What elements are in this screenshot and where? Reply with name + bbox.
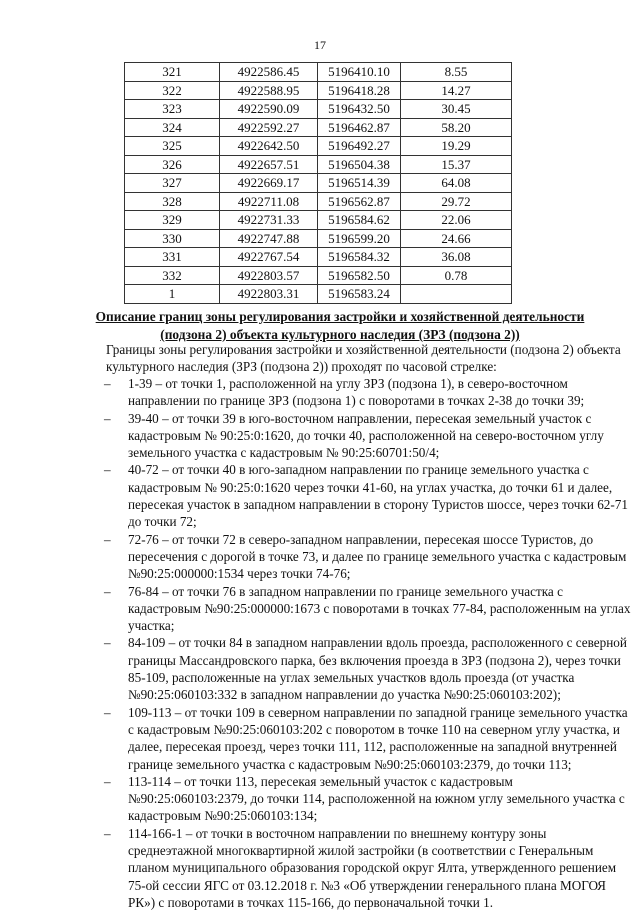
point-number-cell: 322 (125, 81, 220, 100)
x-coordinate-cell: 4922711.08 (220, 192, 318, 211)
table-row (125, 174, 512, 193)
distance-cell: 64.08 (401, 174, 512, 193)
y-coordinate-cell: 5196462.87 (318, 118, 401, 137)
boundary-list (104, 375, 630, 911)
section-heading (90, 308, 590, 344)
point-number-cell: 331 (125, 248, 220, 267)
dash-bullet: – (104, 773, 111, 789)
x-coordinate-cell: 4922747.88 (220, 229, 318, 248)
list-item-line: 39-40 – от точки 39 в юго-восточном направлении, пересекая земельный участок с (128, 410, 592, 426)
y-coordinate-cell: 5196504.38 (318, 155, 401, 174)
list-item-line: до точки 72; (128, 514, 197, 530)
list-item-line: 75-ой сессии ЯГС от 03.12.2018 г. №3 «Об утверждении генерального плана МОГОЯ (128, 877, 606, 893)
dash-bullet: – (104, 410, 111, 426)
y-coordinate-cell: 5196599.20 (318, 229, 401, 248)
list-item-line: кадастровым № 90:25:0:1620 через точки 41-60, на углах участка, до точки 61 и далее, (128, 479, 613, 495)
distance-cell: 19.29 (401, 137, 512, 156)
y-coordinate-cell: 5196583.24 (318, 285, 401, 304)
coordinates-table (124, 62, 512, 304)
x-coordinate-cell: 4922731.33 (220, 211, 318, 230)
list-item-line: 114-166-1 – от точки в восточном направлении по внешнему контуру зоны (128, 825, 547, 841)
table-row (125, 100, 512, 119)
table-row (125, 266, 512, 285)
heading-line: (подзона 2) объекта культурного наследия (ЗРЗ (подзона 2)) (160, 327, 520, 342)
list-item-line: границе земельного участка с кадастровым №90:25:060103:2379, до точки 113; (128, 756, 572, 772)
list-item-line: направлении по границе ЗРЗ (подзона 1) с поворотами в точках 2-38 до точки 39; (128, 393, 585, 409)
list-item-line: 1-39 – от точки 1, расположенной на углу ЗРЗ (подзона 1), в северо-восточном (128, 376, 568, 391)
distance-cell: 14.27 (401, 81, 512, 100)
x-coordinate-cell: 4922803.57 (220, 266, 318, 285)
list-item-line: 76-84 – от точки 76 в западном направлении по границе земельного участка с (128, 583, 563, 599)
list-item (104, 583, 630, 635)
distance-cell: 8.55 (401, 63, 512, 82)
point-number-cell: 326 (125, 155, 220, 174)
list-item-line: №90:25:060103:332 в западном направлении до участка №90:25:060103:202); (128, 687, 561, 703)
y-coordinate-cell: 5196584.32 (318, 248, 401, 267)
list-item-line: среднеэтажной многоквартирной жилой застройки (в соответствии с Генеральным (128, 843, 594, 859)
list-item-line: №90:25:060103:2379, до точки 114, расположенной на южном углу земельного участка с (128, 791, 625, 807)
list-item-line: кадастровым № 90:25:0:1620, до точки 40, расположенной на северо-восточном углу (128, 427, 604, 443)
list-item (104, 375, 630, 410)
list-item (104, 773, 630, 825)
heading-line: Описание границ зоны регулирования застройки и хозяйственной деятельности (95, 309, 585, 324)
x-coordinate-cell: 4922669.17 (220, 174, 318, 193)
table-row (125, 248, 512, 267)
x-coordinate-cell: 4922588.95 (220, 81, 318, 100)
y-coordinate-cell: 5196582.50 (318, 266, 401, 285)
distance-cell: 36.08 (401, 248, 512, 267)
list-item-line: земельного участка с кадастровым № 90:25:60701:50/4; (128, 445, 440, 461)
table-row (125, 63, 512, 82)
list-item-line: РК») с поворотами в точках 115-166, до первоначальной точки 1. (128, 894, 493, 910)
list-item (104, 825, 630, 911)
list-item-line: кадастровым №90:25:060103:134; (128, 808, 318, 824)
list-item-line: №90:25:000000:1534 через точки 74-76; (128, 566, 351, 582)
point-number-cell: 327 (125, 174, 220, 193)
point-number-cell: 323 (125, 100, 220, 119)
list-item-line: 113-114 – от точки 113, пересекая земельный участок с кадастровым (128, 773, 513, 789)
distance-cell: 24.66 (401, 229, 512, 248)
point-number-cell: 321 (125, 63, 220, 82)
x-coordinate-cell: 4922590.09 (220, 100, 318, 119)
dash-bullet: – (104, 635, 111, 651)
list-item-line: 72-76 – от точки 72 в северо-западном направлении, пересекая шоссе Туристов, до (128, 531, 594, 547)
x-coordinate-cell: 4922586.45 (220, 63, 318, 82)
intro-line: Границы зоны регулирования застройки и хозяйственной деятельности (подзона 2) объекта (106, 342, 621, 357)
distance-cell: 15.37 (401, 155, 512, 174)
distance-cell (401, 285, 512, 304)
list-item-line: кадастровым №90:25:000000:1673 с поворотами в точках 77-84, расположенным на углах (128, 600, 631, 616)
x-coordinate-cell: 4922657.51 (220, 155, 318, 174)
page-number: 17 (314, 38, 326, 52)
list-item-line: 84-109 – от точки 84 в западном направлении вдоль проезда, расположенного с северной (128, 635, 627, 651)
y-coordinate-cell: 5196562.87 (318, 192, 401, 211)
list-item-line: с кадастровым №90:25:060103:202 с поворотом в точке 110 на северном углу участка, и (128, 721, 620, 737)
y-coordinate-cell: 5196432.50 (318, 100, 401, 119)
distance-cell: 22.06 (401, 211, 512, 230)
table-row (125, 192, 512, 211)
list-item (104, 410, 630, 462)
list-item (104, 634, 630, 703)
y-coordinate-cell: 5196492.27 (318, 137, 401, 156)
y-coordinate-cell: 5196410.10 (318, 63, 401, 82)
point-number-cell: 330 (125, 229, 220, 248)
dash-bullet: – (104, 583, 111, 599)
distance-cell: 29.72 (401, 192, 512, 211)
x-coordinate-cell: 4922767.54 (220, 248, 318, 267)
list-item (104, 461, 630, 530)
intro-line: культурного наследия (ЗРЗ (подзона 2)) проходят по часовой стрелке: (106, 359, 497, 375)
y-coordinate-cell: 5196418.28 (318, 81, 401, 100)
dash-bullet: – (104, 462, 111, 478)
y-coordinate-cell: 5196584.62 (318, 211, 401, 230)
point-number-cell: 324 (125, 118, 220, 137)
table-row (125, 285, 512, 304)
list-item-line: 109-113 – от точки 109 в северном направлении по западной границе земельного участка (128, 704, 628, 720)
table-row (125, 229, 512, 248)
table-row (125, 211, 512, 230)
y-coordinate-cell: 5196514.39 (318, 174, 401, 193)
x-coordinate-cell: 4922642.50 (220, 137, 318, 156)
distance-cell: 0.78 (401, 266, 512, 285)
list-item-line: пересекая участок в западном направлении в сторону Туристов шоссе, через точки 62-71 (128, 497, 628, 513)
table-row (125, 137, 512, 156)
x-coordinate-cell: 4922803.31 (220, 285, 318, 304)
table-row (125, 81, 512, 100)
list-item-line: далее, пересекая проезд, через точки 111, 112, расположенные на западной внутренней (128, 739, 617, 755)
distance-cell: 30.45 (401, 100, 512, 119)
point-number-cell: 1 (125, 285, 220, 304)
dash-bullet: – (104, 376, 111, 391)
list-item (104, 704, 630, 773)
dash-bullet: – (104, 704, 111, 720)
list-item-line: участка; (128, 618, 175, 634)
list-item-line: пересечения с дорогой в точке 73, и далее по границе земельного участка с кадастровым (128, 548, 627, 564)
dash-bullet: – (104, 825, 111, 841)
list-item-line: 85-109, расположенные на углах земельных участков вдоль проезда (от участка (128, 670, 575, 686)
intro-paragraph (106, 341, 621, 376)
distance-cell: 58.20 (401, 118, 512, 137)
list-item (104, 531, 630, 583)
point-number-cell: 332 (125, 266, 220, 285)
list-item-line: 40-72 – от точки 40 в юго-западном направлении по границе земельного участка с (128, 462, 589, 478)
list-item-line: планом муниципального образования городской округ Ялта, утвержденного решением (128, 860, 617, 876)
table-row (125, 155, 512, 174)
list-item-line: границы Массандровского парка, без включения проезда в ЗРЗ (подзона 2), через точки (128, 652, 621, 668)
point-number-cell: 328 (125, 192, 220, 211)
point-number-cell: 325 (125, 137, 220, 156)
dash-bullet: – (104, 531, 111, 547)
table-row (125, 118, 512, 137)
point-number-cell: 329 (125, 211, 220, 230)
x-coordinate-cell: 4922592.27 (220, 118, 318, 137)
